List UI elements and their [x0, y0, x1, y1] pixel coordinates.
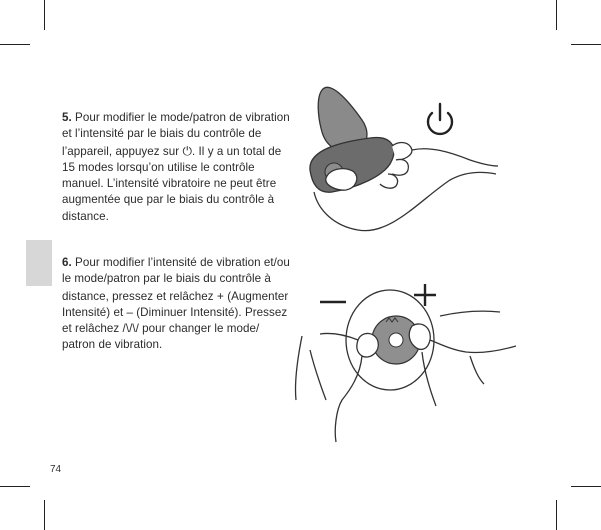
power-icon: ⏻ — [182, 143, 192, 158]
crop-mark — [571, 486, 601, 487]
crop-mark — [44, 0, 45, 30]
step-6-number: 6. — [62, 256, 72, 269]
hand-device-illustration — [300, 80, 500, 270]
step-6-text-c: (Diminuer Intensité). Pressez et relâchez — [62, 305, 288, 336]
step-6-text-a: Pour modifier l’intensité de vibration et/ou le mode/patron par le biais du contrôle à distance, pressez et relâchez — [62, 256, 290, 303]
step-6-paragraph — [62, 255, 294, 354]
wave-icon: /\/\/ — [122, 322, 139, 336]
step-5-text-a: Pour modifier le mode/patron de vibration et l’intensité par le biais du contrôle de l’appareil, appuyez sur — [62, 111, 290, 158]
step-6-text-d: pour changer le mode/ patron de vibration. — [62, 322, 260, 352]
step-5-paragraph — [62, 110, 294, 225]
remote-control-illustration — [290, 280, 520, 445]
crop-mark — [0, 486, 30, 487]
crop-mark — [44, 500, 45, 530]
minus-icon: – — [126, 305, 133, 319]
step-6-text-b: (Augmenter Intensité) et — [62, 289, 289, 319]
crop-mark — [556, 0, 557, 30]
section-tab — [26, 240, 52, 286]
step-5-text-b: . Il y a un total de 15 modes lorsqu’on utilise le contrôle manuel. L’intensité vibratoire ne peut être augmentée que par le biais du contrôle à distance. — [62, 144, 282, 223]
step-5-number: 5. — [62, 111, 72, 124]
crop-mark — [571, 44, 601, 45]
crop-mark — [556, 500, 557, 530]
page-number: 74 — [50, 464, 62, 475]
plus-icon: + — [216, 288, 224, 303]
crop-mark — [0, 44, 30, 45]
power-icon — [428, 104, 452, 134]
